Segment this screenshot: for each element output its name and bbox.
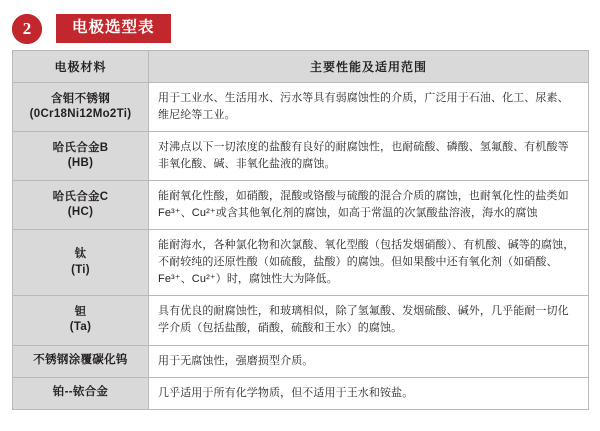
material-code-line: (HC) xyxy=(67,206,94,219)
cell-description: 具有优良的耐腐蚀性，和玻璃相似，除了氢氟酸、发烟硫酸、碱外，几乎能耐一切化学介质（包括盐酸，硝酸，硫酸和王水）的腐蚀。 xyxy=(149,296,589,345)
section-number-badge: 2 xyxy=(12,14,42,44)
material-code-line: (Ti) xyxy=(71,263,90,276)
section-header xyxy=(0,0,600,46)
page-title: 电极选型表 xyxy=(56,14,171,42)
material-name-line: 哈氏合金C xyxy=(52,190,109,203)
column-header-description: 主要性能及适用范围 xyxy=(149,51,589,83)
material-name-line: 哈氏合金B xyxy=(52,141,109,154)
cell-material xyxy=(13,230,149,296)
column-header-material: 电极材料 xyxy=(13,51,149,83)
table-row xyxy=(13,296,589,345)
cell-material xyxy=(13,83,149,132)
material-name-line: 钛 xyxy=(74,248,87,261)
cell-material xyxy=(13,296,149,345)
table-header-row xyxy=(13,51,589,83)
table-row xyxy=(13,230,589,296)
table-row xyxy=(13,132,589,181)
cell-description: 对沸点以下一切浓度的盐酸有良好的耐腐蚀性，也耐硫酸、磷酸、氢氟酸、有机酸等非氧化酸、碱、非氧化盐液的腐蚀。 xyxy=(149,132,589,181)
cell-description: 用于工业水、生活用水、污水等具有弱腐蚀性的介质，广泛用于石油、化工、尿素、维尼纶等工业。 xyxy=(149,83,589,132)
cell-description: 能耐海水，各种氯化物和次氯酸、氧化型酸（包括发烟硝酸）、有机酸、碱等的腐蚀，不耐较纯的还原性酸（如硫酸，盐酸）的腐蚀。但如果酸中还有氧化剂（如硝酸、Fe³⁺、Cu²⁺）时，腐蚀性大为降低。 xyxy=(149,230,589,296)
material-name-line: 钽 xyxy=(74,305,87,318)
cell-material: 不锈钢涂覆碳化钨 xyxy=(13,345,149,377)
cell-material xyxy=(13,132,149,181)
table-row xyxy=(13,345,589,377)
table-row xyxy=(13,377,589,409)
table-body xyxy=(13,83,589,410)
table-head xyxy=(13,51,589,83)
table-container xyxy=(0,46,600,410)
material-code-line: (Ta) xyxy=(69,321,92,334)
cell-material: 铂--铱合金 xyxy=(13,377,149,409)
cell-description: 能耐氧化性酸，如硝酸，混酸或铬酸与硫酸的混合介质的腐蚀，也耐氧化性的盐类如Fe³⁺、Cu²⁺或含其他氧化剂的腐蚀，如高于常温的次氯酸盐溶液，海水的腐蚀 xyxy=(149,181,589,230)
table-row xyxy=(13,181,589,230)
material-code-line: (0Cr18Ni12Mo2Ti) xyxy=(29,108,132,121)
cell-description: 几乎适用于所有化学物质，但不适用于王水和铵盐。 xyxy=(149,377,589,409)
cell-material xyxy=(13,181,149,230)
material-code-line: (HB) xyxy=(67,157,94,170)
material-name-line: 含钼不锈钢 xyxy=(51,92,110,105)
table-row xyxy=(13,83,589,132)
electrode-selection-table xyxy=(12,50,589,410)
cell-description: 用于无腐蚀性，强磨损型介质。 xyxy=(149,345,589,377)
